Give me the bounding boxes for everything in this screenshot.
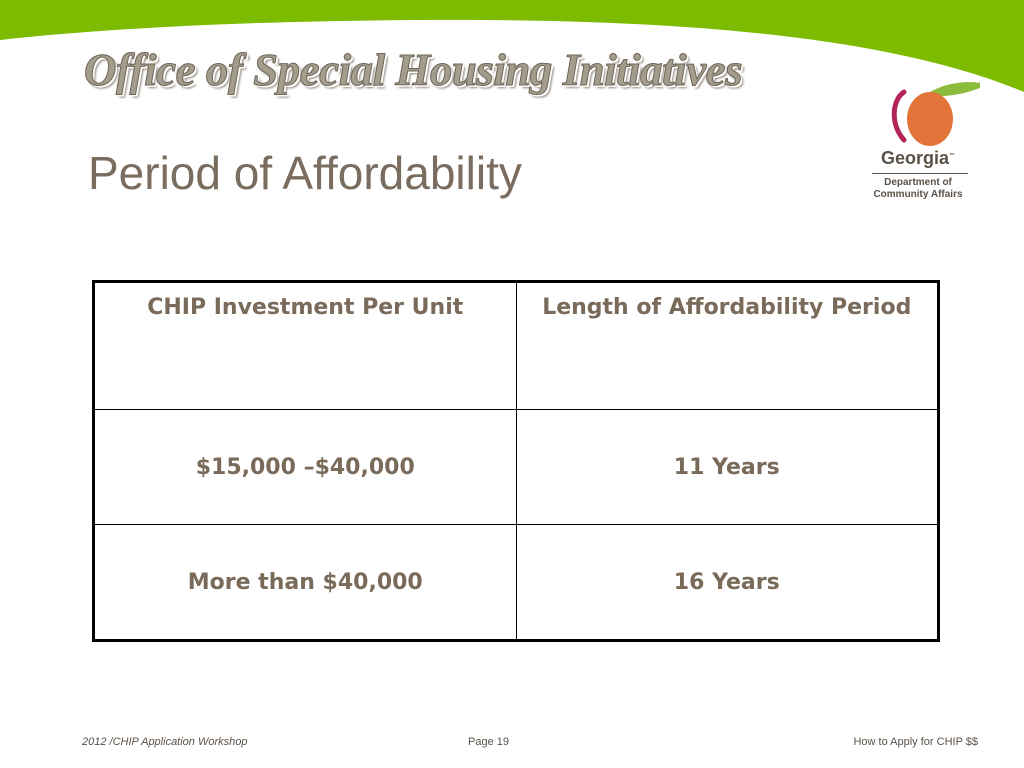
table-cell: $15,000 –$40,000 <box>94 410 517 525</box>
header-cell-investment: CHIP Investment Per Unit <box>94 282 517 410</box>
table-cell: 16 Years <box>516 525 939 641</box>
footer-page-number: Page 19 <box>468 736 509 748</box>
logo-name-text: Georgia <box>880 148 950 168</box>
peach-icon <box>884 78 980 154</box>
table-cell: More than $40,000 <box>94 525 517 641</box>
affordability-table <box>92 280 940 642</box>
slide-title: Period of Affordability <box>88 147 522 199</box>
header-cell-period: Length of Affordability Period <box>516 282 939 410</box>
office-title: Office of Special Housing Initiatives <box>84 45 743 95</box>
logo-divider <box>872 173 968 174</box>
logo-wordmark <box>858 148 978 169</box>
footer-topic: How to Apply for CHIP $$ <box>853 736 978 748</box>
logo-subtitle-line-1: Department of <box>884 177 952 188</box>
table-header-row <box>94 282 939 410</box>
logo-subtitle <box>858 177 978 201</box>
logo-trademark: ™ <box>949 153 956 159</box>
table-row <box>94 525 939 641</box>
table-row <box>94 410 939 525</box>
georgia-dca-logo <box>858 78 978 208</box>
table-cell: 11 Years <box>516 410 939 525</box>
logo-subtitle-line-2: Community Affairs <box>873 189 963 200</box>
footer-workshop: 2012 /CHIP Application Workshop <box>82 736 248 748</box>
